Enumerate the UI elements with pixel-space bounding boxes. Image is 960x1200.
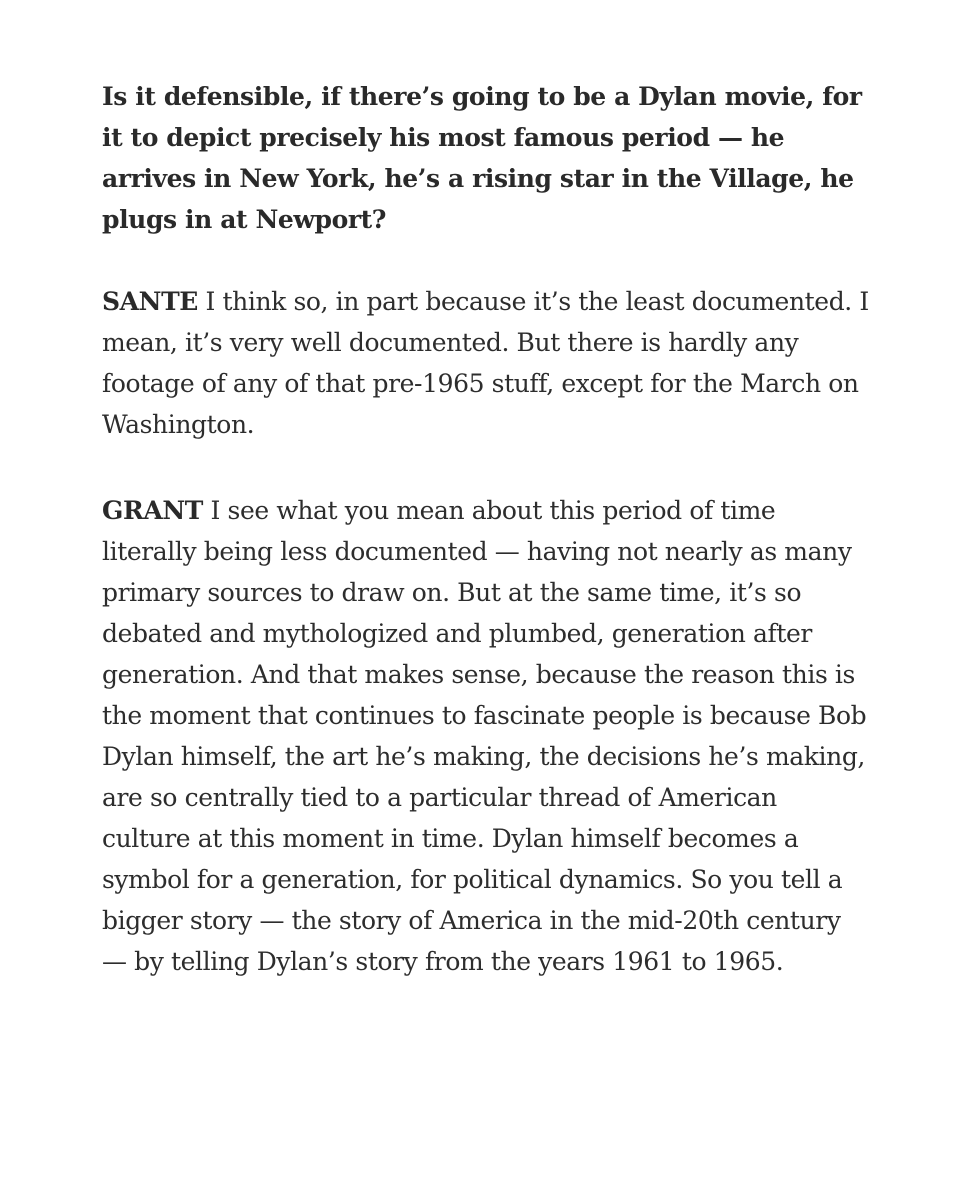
speaker-name: GRANT <box>102 496 203 525</box>
answer-text: I see what you mean about this period of time literally being less documented — having not nearly as many primary sources to draw on. But at the same time, it’s so debated and mythologized and plumbed, generation after generation. And that makes sense, because the reason this is the moment that continues to fascinate people is because Bob Dylan himself, the art he’s making, the decisions he’s making, are so centrally tied to a particular thread of American culture at this moment in time. Dylan himself becomes a symbol for a generation, for political dynamics. So you tell a bigger story — the story of America in the mid-20th century — by telling Dylan’s story from the years 1961 to 1965. <box>102 496 867 976</box>
speaker-name: SANTE <box>102 287 198 316</box>
interview-question: Is it defensible, if there’s going to be a Dylan movie, for it to depict precisely his most famous period — he arrives in New York, he’s a rising star in the Village, he plugs in at Newport? <box>102 82 862 234</box>
answer-paragraph-sante <box>102 281 872 445</box>
answer-paragraph-grant <box>102 490 872 982</box>
article-body <box>102 76 872 982</box>
answer-text: I think so, in part because it’s the least documented. I mean, it’s very well documented. But there is hardly any footage of any of that pre-1965 stuff, except for the March on Washington. <box>102 287 869 439</box>
